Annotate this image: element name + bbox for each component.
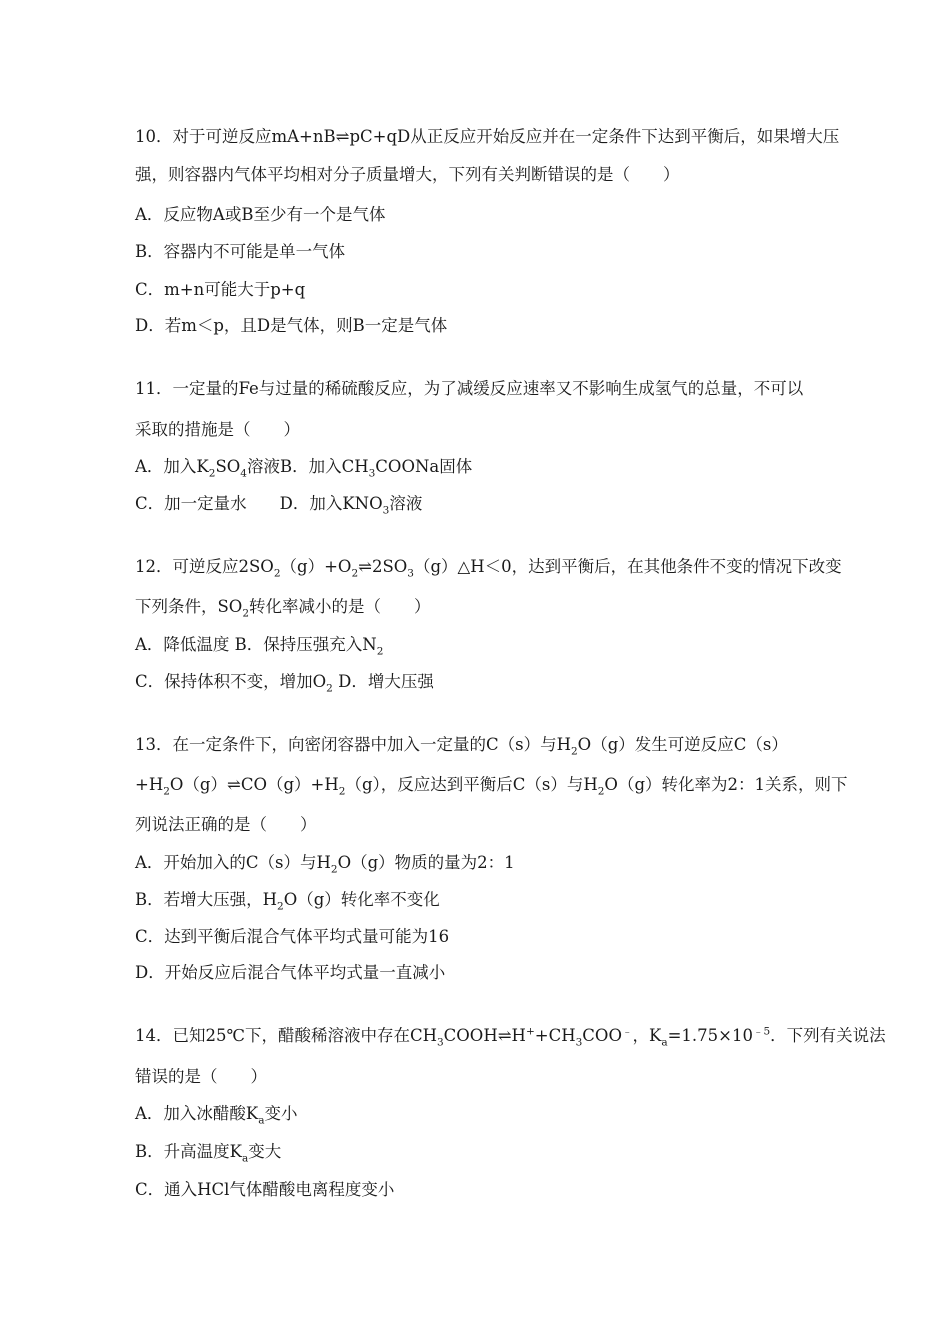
question-14-option-b: B．升高温度$K_a$变大 [135,1142,282,1165]
question-10-option-c: C．m+n可能大于p+q [135,280,306,299]
question-12-options-a-b: A．降低温度 B．保持压强充入$N_2$ [135,635,384,658]
question-13-stem-line-3: 列说法正确的是（ ） [135,815,317,834]
question-12-stem-line-1: 12．可逆反应$2SO_2(g)+O_2\rightleftharpoons 2SO_3(g)\triangle H<0$，达到平衡后，在其他条件不变的情况下改变 [135,557,842,580]
question-10-stem-line-2: 强，则容器内气体平均相对分子质量增大，下列有关判断错误的是（ ） [135,165,680,184]
question-13-option-d: D．开始反应后混合气体平均式量一直减小 [135,963,446,982]
question-10-option-b: B．容器内不可能是单一气体 [135,242,346,261]
question-14-stem-line-2: 错误的是（ ） [135,1067,267,1086]
question-13-stem-line-1: 13．在一定条件下，向密闭容器中加入一定量的C（s）与$H_2O(g)$发生可逆反应C（s） [135,735,788,758]
question-10-option-a: A．反应物A或B至少有一个是气体 [135,205,386,224]
question-14-option-a: A．加入冰醋酸$K_a$变小 [135,1104,298,1127]
question-11-options-c-d: C．加一定量水 D．加入$KNO_3$溶液 [135,494,423,517]
question-14-option-c: C．通入HCl气体醋酸电离程度变小 [135,1180,395,1199]
question-14-stem-line-1: 14．已知25℃下，醋酸稀溶液中存在$CH_3COOH\rightleftharpoons H^++CH_3COO^﹣$，$K_a=1.75\times 10^{﹣5}$．下列有关说法 [135,1025,886,1049]
question-11-stem-line-1: 11．一定量的Fe与过量的稀硫酸反应，为了减缓反应速率又不影响生成氢气的总量，不可以 [135,379,804,398]
question-12-stem-line-2: 下列条件，$SO_2$转化率减小的是（ ） [135,597,431,620]
question-10-stem-line-1: 10．对于可逆反应mA+nB⇌pC+qD从正反应开始反应并在一定条件下达到平衡后，如果增大压 [135,127,840,146]
question-11-options-a-b: A．加入$K_2SO_4$溶液B．加入$CH_3COONa$固体 [135,457,473,480]
question-12-options-c-d: C．保持体积不变，增加$O_2$ D．增大压强 [135,672,434,695]
question-13-option-b: B．若增大压强，$H_2O(g)$转化率不变化 [135,890,440,913]
question-13-option-a: A．开始加入的C（s）与$H_2O(g)$物质的量为2：1 [135,853,515,876]
question-13-stem-line-2: $+H_2O(g)\rightleftharpoons CO(g)+H_2(g)$，反应达到平衡后C（s）与$H_2O(g)$转化率为2：1关系，则下 [135,775,848,798]
question-13-option-c: C．达到平衡后混合气体平均式量可能为16 [135,927,450,946]
question-11-stem-line-2: 采取的措施是（ ） [135,420,300,439]
question-10-option-d: D．若m＜p，且D是气体，则B一定是气体 [135,316,448,335]
